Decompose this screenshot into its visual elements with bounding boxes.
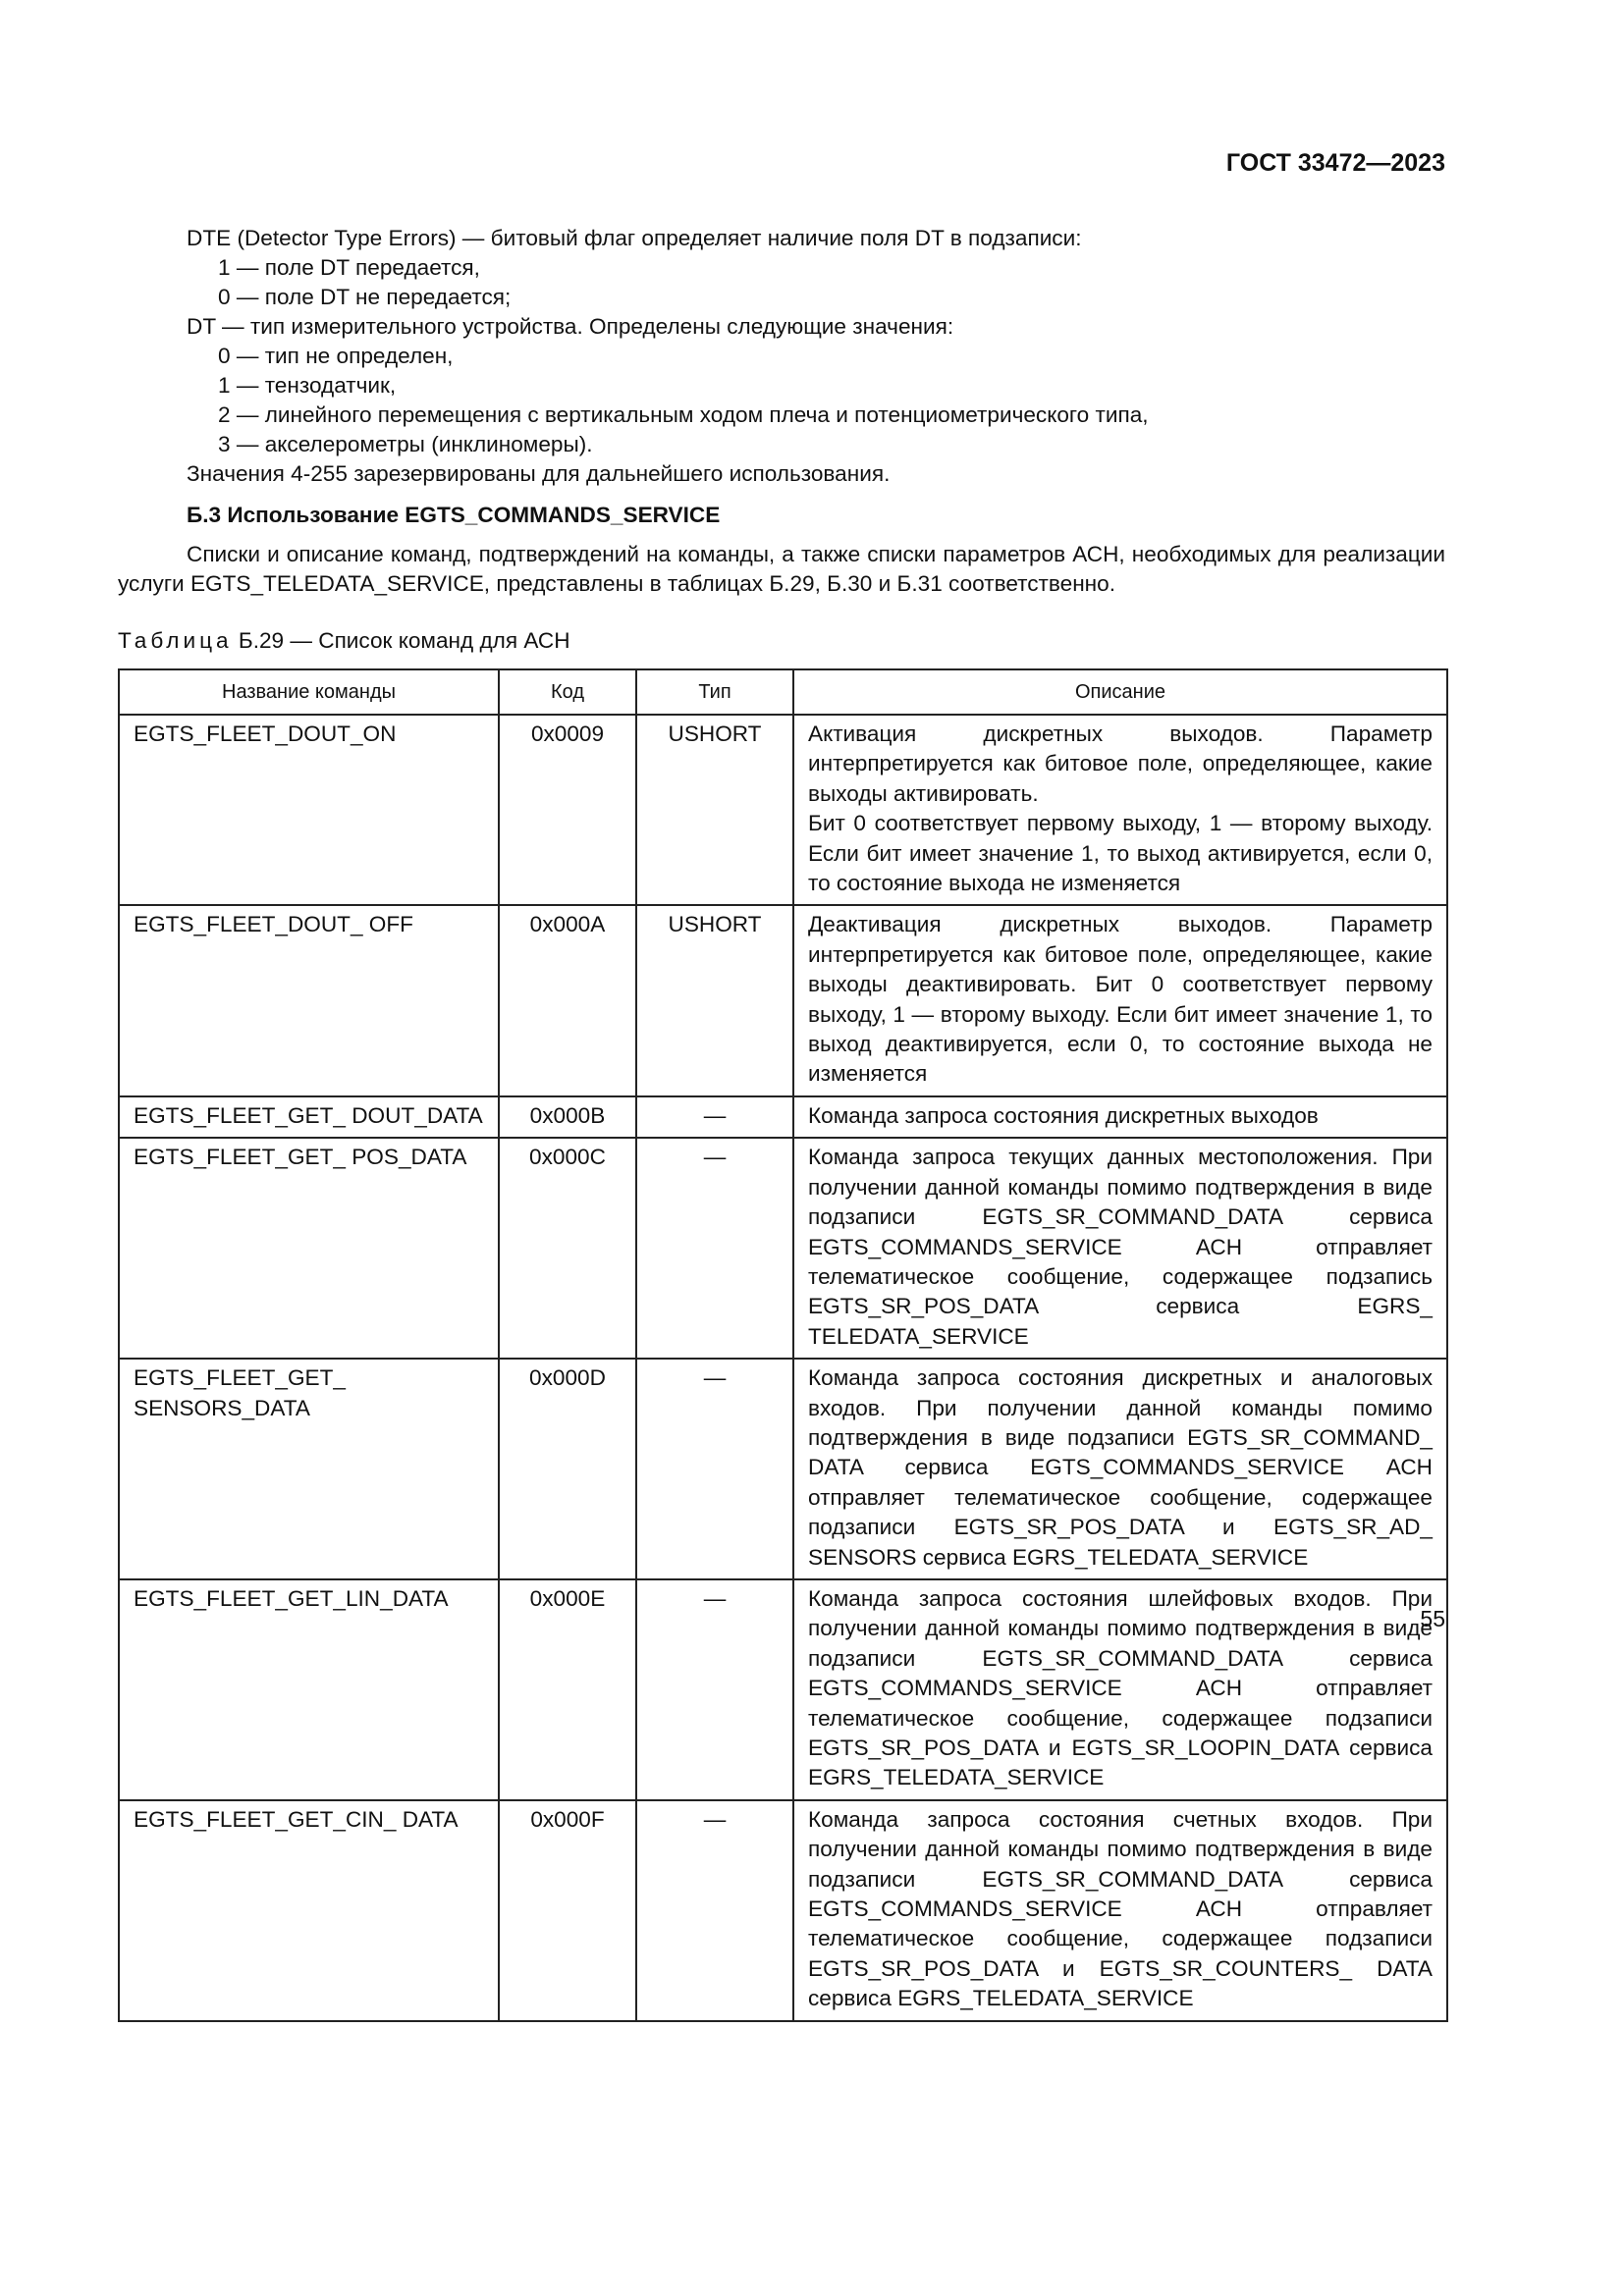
dte-value: 0 — поле DT не передается; — [218, 285, 512, 309]
column-header-description: Описание — [793, 669, 1447, 715]
column-header-code: Код — [499, 669, 636, 715]
table-row — [119, 905, 1447, 1095]
command-description: Команда запроса состояния шлейфовых входов. При получении данной команды помимо подтверждения в виде подзаписи EGTS_SR_COMMAND_DATA сервиса EGTS_COMMANDS_SERVICE АСН отправляет телематическое сообщение, содержащее подзаписи EGTS_SR_POS_DATA и EGTS_SR_LOOPIN_DATA сервиса EGRS_TELEDATA_SERVICE — [793, 1579, 1447, 1800]
command-type: — — [636, 1579, 793, 1800]
table-row — [119, 1359, 1447, 1579]
dte-definition: DTE (Detector Type Errors) — битовый флаг определяет наличие поля DT в подзаписи: — [187, 226, 1082, 250]
command-name: EGTS_FLEET_GET_ SENSORS_DATA — [119, 1359, 499, 1579]
table-header-row — [119, 669, 1447, 715]
command-type: — — [636, 1359, 793, 1579]
command-code: 0x000E — [499, 1579, 636, 1800]
document-standard-number: ГОСТ 33472—2023 — [1225, 149, 1445, 177]
section-heading: Б.3 Использование EGTS_COMMANDS_SERVICE — [187, 503, 721, 527]
command-type: — — [636, 1800, 793, 2021]
table-row — [119, 1096, 1447, 1138]
column-header-name: Название команды — [119, 669, 499, 715]
dte-value: 1 — поле DT передается, — [218, 255, 480, 280]
command-description: Команда запроса текущих данных местоположения. При получении данной команды помимо подтверждения в виде подзаписи EGTS_SR_COMMAND_DATA сервиса EGTS_COMMANDS_SERVICE АСН отправляет телематическое сообщение, содержащее подзапись EGTS_SR_POS_DATA сервиса EGRS_ TELEDATA_SERVICE — [793, 1138, 1447, 1359]
command-name: EGTS_FLEET_DOUT_ OFF — [119, 905, 499, 1095]
command-code: 0x000F — [499, 1800, 636, 2021]
description-paragraph: Бит 0 соответствует первому выходу, 1 — второму выходу. Если бит имеет значение 1, то выход активируется, если 0, то состояние выхода не изменяется — [808, 811, 1433, 896]
command-description: Команда запроса состояния дискретных и аналоговых входов. При получении данной команды помимо подтверждения в виде подзаписи EGTS_SR_COMMAND_ DATA сервиса EGTS_COMMANDS_SERVICE АСН отправляет телематическое сообщение, содержащее подзаписи EGTS_SR_POS_DATA и EGTS_SR_AD_ SENSORS сервиса EGRS_TELEDATA_SERVICE — [793, 1359, 1447, 1579]
command-type: USHORT — [636, 715, 793, 905]
dt-value: 1 — тензодатчик, — [218, 373, 397, 398]
command-code: 0x000B — [499, 1096, 636, 1138]
section-paragraph: Списки и описание команд, подтверждений на команды, а также списки параметров АСН, необходимых для реализации услуги EGTS_TELEDATA_SERVICE, представлены в таблицах Б.29, Б.30 и Б.31 соответственно. — [118, 542, 1445, 596]
dt-value: 2 — линейного перемещения с вертикальным ходом плеча и потенциометрического типа, — [218, 402, 1149, 427]
command-type: — — [636, 1138, 793, 1359]
command-description: Деактивация дискретных выходов. Параметр интерпретируется как битовое поле, определяющее, какие выходы деактивировать. Бит 0 соответствует первому выходу, 1 — второму выходу. Если бит имеет значение 1, то выход деактивируется, если 0, то состояние выхода не изменяется — [793, 905, 1447, 1095]
dt-definition: DT — тип измерительного устройства. Определены следующие значения: — [187, 314, 954, 339]
command-description: Команда запроса состояния счетных входов. При получении данной команды помимо подтверждения в виде подзаписи EGTS_SR_COMMAND_DATA сервиса EGTS_COMMANDS_SERVICE АСН отправляет телематическое сообщение, содержащее подзаписи EGTS_SR_POS_DATA и EGTS_SR_COUNTERS_ DATA сервиса EGRS_TELEDATA_SERVICE — [793, 1800, 1447, 2021]
table-row — [119, 715, 1447, 905]
command-name: EGTS_FLEET_GET_LIN_DATA — [119, 1579, 499, 1800]
page-number: 55 — [1420, 1606, 1445, 1631]
dt-value: 3 — акселерометры (инклиномеры). — [218, 432, 593, 456]
command-code: 0x000D — [499, 1359, 636, 1579]
column-header-type: Тип — [636, 669, 793, 715]
command-type: USHORT — [636, 905, 793, 1095]
command-code: 0x0009 — [499, 715, 636, 905]
command-description — [793, 715, 1447, 905]
command-name: EGTS_FLEET_GET_ DOUT_DATA — [119, 1096, 499, 1138]
table-row — [119, 1138, 1447, 1359]
command-description: Команда запроса состояния дискретных выходов — [793, 1096, 1447, 1138]
description-paragraph: Активация дискретных выходов. Параметр интерпретируется как битовое поле, определяющее, какие выходы активировать. — [808, 721, 1433, 806]
table-caption-word: Таблица — [118, 628, 233, 653]
table-caption — [118, 628, 570, 654]
table-caption-text: Б.29 — Список команд для АСН — [238, 628, 570, 653]
commands-table — [118, 668, 1448, 2022]
table-row — [119, 1579, 1447, 1800]
reserved-values-note: Значения 4-255 зарезервированы для дальнейшего использования. — [187, 461, 891, 486]
table-row — [119, 1800, 1447, 2021]
command-type: — — [636, 1096, 793, 1138]
command-name: EGTS_FLEET_DOUT_ON — [119, 715, 499, 905]
command-name: EGTS_FLEET_GET_CIN_ DATA — [119, 1800, 499, 2021]
command-code: 0x000A — [499, 905, 636, 1095]
intro-text-block — [118, 224, 1445, 599]
command-name: EGTS_FLEET_GET_ POS_DATA — [119, 1138, 499, 1359]
dt-value: 0 — тип не определен, — [218, 344, 454, 368]
command-code: 0x000C — [499, 1138, 636, 1359]
